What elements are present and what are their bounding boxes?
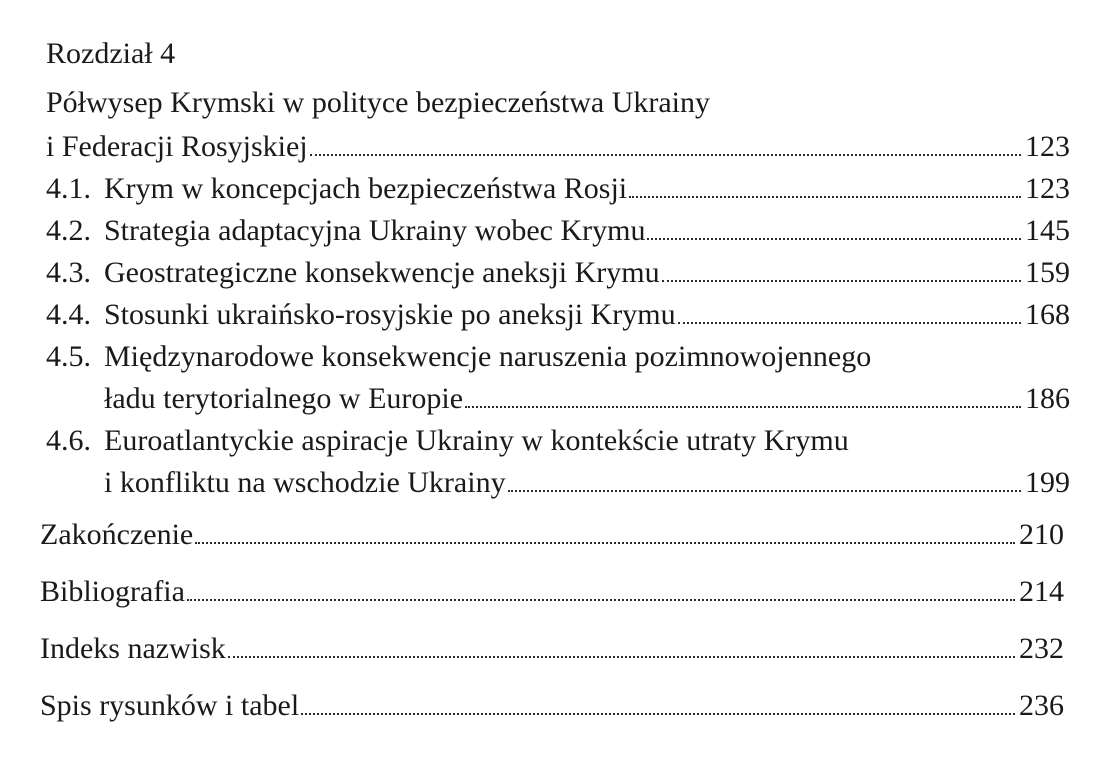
section-number: 4.6. bbox=[46, 424, 91, 457]
toc-entry-text: Stosunki ukraińsko-rosyjskie po aneksji Krymu bbox=[104, 298, 676, 331]
toc-entry-back-matter[interactable] bbox=[40, 689, 1064, 723]
section-number: 4.3. bbox=[46, 256, 91, 289]
toc-entry-section[interactable] bbox=[46, 172, 1070, 206]
leader-dots bbox=[195, 541, 1015, 544]
leader-dots bbox=[301, 712, 1015, 715]
toc-page-number: 145 bbox=[1025, 214, 1070, 247]
leader-dots bbox=[678, 321, 1021, 324]
toc-page-number: 123 bbox=[1025, 172, 1070, 205]
toc-page-number: 236 bbox=[1019, 689, 1064, 722]
toc-page-number: 186 bbox=[1025, 382, 1070, 415]
section-number: 4.2. bbox=[46, 214, 91, 247]
toc-entry-text: i konfliktu na wschodzie Ukrainy bbox=[104, 466, 506, 499]
section-number: 4.4. bbox=[46, 298, 91, 331]
toc-entry-text: i Federacji Rosyjskiej bbox=[46, 130, 308, 163]
chapter-label: Rozdział 4 bbox=[46, 37, 176, 70]
toc-entry-back-matter[interactable] bbox=[40, 632, 1064, 666]
toc-entry-text: Geostrategiczne konsekwencje aneksji Krymu bbox=[104, 256, 660, 289]
toc-entry-back-matter[interactable] bbox=[40, 575, 1064, 609]
toc-entry-back-matter[interactable] bbox=[40, 518, 1064, 552]
section-title-line1: 4.6. Euroatlantyckie aspiracje Ukrainy w kontekście utraty Krymu bbox=[46, 424, 849, 457]
toc-entry-section[interactable] bbox=[104, 466, 1070, 500]
chapter-title-line1: Półwysep Krymski w polityce bezpieczeństwa Ukrainy bbox=[46, 86, 710, 119]
toc-entry-section[interactable] bbox=[46, 256, 1070, 290]
toc-entry-text: Spis rysunków i tabel bbox=[40, 689, 300, 722]
toc-page-number: 210 bbox=[1019, 518, 1064, 551]
leader-dots bbox=[629, 195, 1021, 198]
toc-entry-text: Zakończenie bbox=[40, 518, 194, 551]
toc-page-number: 199 bbox=[1025, 466, 1070, 499]
section-title-line1: 4.5. Międzynarodowe konsekwencje naruszenia pozimnowojennego bbox=[46, 340, 872, 373]
leader-dots bbox=[647, 237, 1021, 240]
leader-dots bbox=[508, 489, 1021, 492]
toc-page-number: 232 bbox=[1019, 632, 1064, 665]
leader-dots bbox=[310, 153, 1021, 156]
toc-entry-section[interactable] bbox=[104, 382, 1070, 416]
toc-entry-text: Krym w koncepcjach bezpieczeństwa Rosji bbox=[104, 172, 628, 205]
leader-dots bbox=[187, 598, 1015, 601]
toc-entry-text: Indeks nazwisk bbox=[40, 632, 226, 665]
leader-dots bbox=[465, 405, 1021, 408]
leader-dots bbox=[662, 279, 1021, 282]
toc-entry-section[interactable] bbox=[46, 298, 1070, 332]
section-number: 4.5. bbox=[46, 340, 91, 373]
section-number: 4.1. bbox=[46, 172, 91, 205]
toc-entry-text: ładu terytorialnego w Europie bbox=[104, 382, 464, 415]
toc-page-number: 168 bbox=[1025, 298, 1070, 331]
toc-page-number: 123 bbox=[1025, 130, 1070, 163]
toc-entry-section[interactable] bbox=[46, 214, 1070, 248]
toc-entry-chapter[interactable] bbox=[46, 130, 1070, 164]
toc-page-number: 214 bbox=[1019, 575, 1064, 608]
toc-entry-text: Bibliografia bbox=[40, 575, 185, 608]
leader-dots bbox=[228, 655, 1015, 658]
toc-page-number: 159 bbox=[1025, 256, 1070, 289]
toc-entry-text: Strategia adaptacyjna Ukrainy wobec Krymu bbox=[104, 214, 646, 247]
